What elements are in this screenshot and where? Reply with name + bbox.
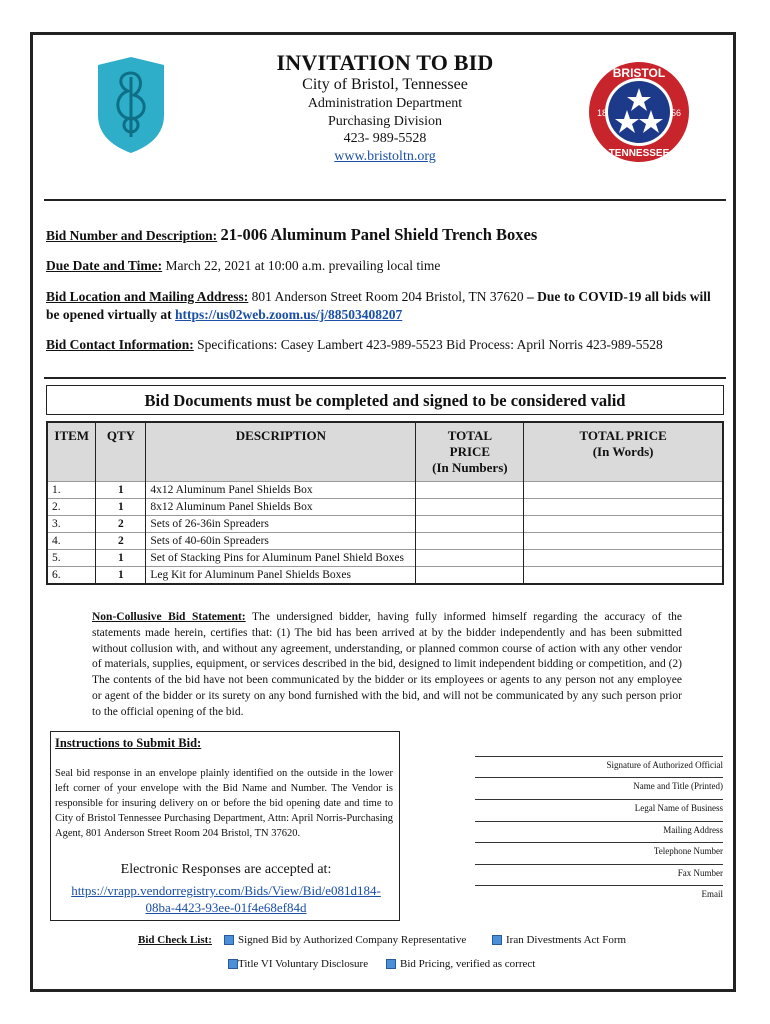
instructions-body: Seal bid response in an envelope plainly identified on the outside in the lower left corner of your envelope with the Bid Name and Number. The Vendor is responsible for insuring delivery on or before the bid opening date and time to City of Bristol Tennessee Purchasing Department, Attn: April Norris-Purchasing Agent, 801 Anderson Street Room 204 Bristol, TN 37620. [55, 768, 393, 839]
department-name: Administration Department [307, 96, 463, 111]
seal-year-right: 56 [671, 108, 682, 118]
bid-location-label: Bid Location and Mailing Address: [46, 289, 249, 304]
seal-top-text: BRISTOL [612, 66, 666, 80]
fax-field[interactable]: Fax Number [475, 864, 723, 878]
check-item-label: Title VI Voluntary Disclosure [238, 958, 369, 970]
checkbox[interactable] [228, 959, 238, 969]
price-numbers-field[interactable] [416, 550, 524, 567]
bid-contact-row [46, 336, 726, 354]
fields-divider [44, 377, 726, 379]
seal-bottom-text: TENNESSEE [608, 148, 670, 159]
mailing-address-field[interactable]: Mailing Address [475, 821, 723, 835]
bid-location-row [46, 288, 726, 324]
price-words-line-2: (In Words) [592, 444, 654, 459]
electronic-responses-note: Electronic Responses are accepted at: [120, 862, 332, 877]
due-date-label: Due Date and Time: [46, 258, 163, 273]
check-item-label: Signed Bid by Authorized Company Representative [238, 934, 467, 946]
item-description: Sets of 40-60in Spreaders [146, 533, 416, 550]
check-list-label: Bid Check List: [138, 934, 212, 946]
item-qty: 1 [96, 550, 146, 567]
col-qty-header: QTY [96, 422, 146, 482]
due-date-value: March 22, 2021 at 10:00 a.m. prevailing local time [165, 258, 441, 273]
item-qty: 1 [96, 482, 146, 499]
check-item-label: Iran Divestments Act Form [506, 934, 627, 946]
item-qty: 1 [96, 499, 146, 516]
checkbox[interactable] [492, 935, 502, 945]
bid-location-value: 801 Anderson Street Room 204 Bristol, TN 37620 [251, 289, 524, 304]
price-numbers-line-3: (In Numbers) [432, 460, 508, 475]
item-description: 4x12 Aluminum Panel Shields Box [146, 482, 416, 499]
table-header-row [47, 422, 723, 482]
instructions-title: Instructions to Submit Bid: [55, 736, 202, 750]
item-number: 4. [47, 533, 96, 550]
business-name-field[interactable]: Legal Name of Business [475, 799, 723, 813]
website-link[interactable]: www.bristoltn.org [334, 149, 436, 164]
bid-contact-label: Bid Contact Information: [46, 337, 194, 352]
item-description: Sets of 26-36in Spreaders [146, 516, 416, 533]
statement-text: The undersigned bidder, having fully informed himself regarding the accuracy of the statements made herein, certifies that: (1) The bid has been arrived at by the bidder independently and has been submitted without collusion with, and without any agreement, understanding, or planned common course of action with any other vendor of materials, supplies, equipment, or services described in the bid, designed to limit independent bidding or competition, and (2) The contents of the bid have not been communicated by the bidder or its employees or agents to any person not any employee or agent of the bidder or its surety on any bond furnished with the bid, and will not be communicated by any such person prior to the official opening of the bid. [92, 611, 683, 718]
item-number: 2. [47, 499, 96, 516]
price-words-field[interactable] [524, 567, 723, 585]
header-divider [44, 199, 726, 201]
item-description: Set of Stacking Pins for Aluminum Panel Shield Boxes [146, 550, 416, 567]
bid-check-list [138, 934, 212, 946]
item-number: 5. [47, 550, 96, 567]
check-item-title-vi[interactable] [228, 958, 368, 970]
item-qty: 2 [96, 516, 146, 533]
price-words-field[interactable] [524, 533, 723, 550]
seal-year-left: 18 [597, 108, 608, 118]
table-row [47, 482, 723, 499]
city-name: City of Bristol, Tennessee [302, 76, 468, 93]
price-numbers-field[interactable] [416, 533, 524, 550]
col-price-numbers-header [416, 422, 524, 482]
col-description-header: DESCRIPTION [146, 422, 416, 482]
name-title-field[interactable]: Name and Title (Printed) [475, 777, 723, 791]
price-numbers-line-2: PRICE [449, 444, 491, 459]
table-row [47, 550, 723, 567]
checkbox[interactable] [224, 935, 234, 945]
valid-banner: Bid Documents must be completed and signed to be considered valid [46, 385, 724, 415]
item-description: Leg Kit for Aluminum Panel Shields Boxes [146, 567, 416, 585]
tennessee-seal [587, 60, 691, 164]
price-numbers-field[interactable] [416, 567, 524, 585]
price-words-field[interactable] [524, 550, 723, 567]
table-row [47, 516, 723, 533]
price-words-field[interactable] [524, 499, 723, 516]
price-numbers-field[interactable] [416, 499, 524, 516]
item-qty: 2 [96, 533, 146, 550]
price-numbers-line-1: TOTAL [447, 428, 493, 443]
check-item-iran-divestments[interactable] [492, 934, 626, 946]
price-numbers-field[interactable] [416, 482, 524, 499]
bid-contact-value: Specifications: Casey Lambert 423-989-5523 Bid Process: April Norris 423-989-5528 [197, 337, 663, 352]
check-item-signed-bid[interactable] [224, 934, 466, 946]
non-collusive-statement [92, 610, 682, 721]
email-field[interactable]: Email [475, 885, 723, 899]
zoom-link[interactable]: https://us02web.zoom.us/j/88503408207 [175, 307, 403, 322]
table-row [47, 533, 723, 550]
bid-items-table [46, 421, 724, 585]
item-qty: 1 [96, 567, 146, 585]
page-title: INVITATION TO BID [276, 50, 494, 75]
price-words-field[interactable] [524, 516, 723, 533]
col-item-header: ITEM [47, 422, 96, 482]
price-numbers-field[interactable] [416, 516, 524, 533]
price-words-field[interactable] [524, 482, 723, 499]
bid-number-value: 21-006 Aluminum Panel Shield Trench Boxes [220, 225, 538, 244]
division-name: Purchasing Division [328, 114, 442, 129]
statement-label: Non-Collusive Bid Statement: [92, 611, 246, 623]
table-row [47, 567, 723, 585]
bid-number-label: Bid Number and Description: [46, 228, 218, 243]
check-item-label: Bid Pricing, verified as correct [400, 958, 536, 970]
telephone-field[interactable]: Telephone Number [475, 842, 723, 856]
col-price-words-header [524, 422, 723, 482]
bristol-b-logo [92, 55, 170, 155]
item-number: 1. [47, 482, 96, 499]
item-description: 8x12 Aluminum Panel Shields Box [146, 499, 416, 516]
item-number: 6. [47, 567, 96, 585]
signature-field[interactable]: Signature of Authorized Official [475, 756, 723, 770]
table-row [47, 499, 723, 516]
instructions-box [50, 731, 400, 921]
vendor-registry-url-line-1[interactable]: https://vrapp.vendorregistry.com/Bids/View/Bid/e081d184- [71, 883, 381, 898]
checkbox[interactable] [386, 959, 396, 969]
check-item-bid-pricing[interactable] [386, 958, 535, 970]
item-number: 3. [47, 516, 96, 533]
header-phone: 423- 989-5528 [343, 131, 427, 146]
vendor-registry-url-line-2[interactable]: 08ba-4423-93ee-01f4e68ef84d [145, 900, 307, 915]
covid-note: – Due to COVID-19 all bids will be opened virtually at [46, 289, 711, 322]
due-date-row [46, 257, 726, 275]
vendor-registry-link[interactable] [51, 882, 401, 916]
bid-number-row [46, 226, 726, 245]
price-words-line-1: TOTAL PRICE [579, 428, 667, 443]
